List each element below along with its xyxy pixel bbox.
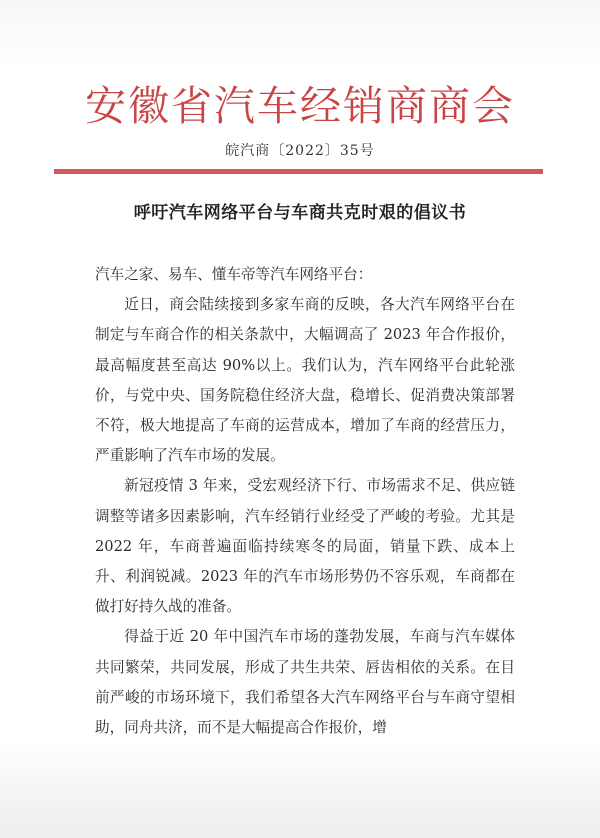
- red-divider: [54, 169, 543, 174]
- organization-name: 安徽省汽车经销商商会: [85, 82, 515, 130]
- paragraph-3: 得益于近 20 年中国汽车市场的蓬勃发展，车商与汽车媒体共同繁荣，共同发展，形成了共生共荣、唇齿相依的关系。在目前严峻的市场环境下，我们希望各大汽车网络平台与车商守望相助，同舟共济，而不是大幅提高合作报价，增: [95, 628, 515, 737]
- document-number: 皖汽商〔2022〕35号: [225, 143, 375, 159]
- salutation: 汽车之家、易车、懂车帝等汽车网络平台：: [95, 266, 373, 283]
- document-body: [95, 260, 515, 743]
- paragraph-2: 新冠疫情 3 年来，受宏观经济下行、市场需求不足、供应链调整等诸多因素影响，汽车经销行业经受了严峻的考验。尤其是 2022 年，车商普遍面临持续寒冬的局面，销量下跌、成本上升、利润锐减。2023 年的汽车市场形势仍不容乐观，车商都在做打好持久战的准备。: [95, 477, 515, 616]
- paragraph-1: 近日，商会陆续接到多家车商的反映，各大汽车网络平台在制定与车商合作的相关条款中，大幅调高了 2023 年合作报价，最高幅度甚至高达 90%以上。我们认为，汽车网络平台此轮涨价，与党中央、国务院稳住经济大盘，稳增长、促消费决策部署不符，极大地提高了车商的运营成本，增加了车商的经营压力，严重影响了汽车市场的发展。: [95, 296, 515, 465]
- document-title: 呼吁汽车网络平台与车商共克时艰的倡议书: [133, 203, 467, 223]
